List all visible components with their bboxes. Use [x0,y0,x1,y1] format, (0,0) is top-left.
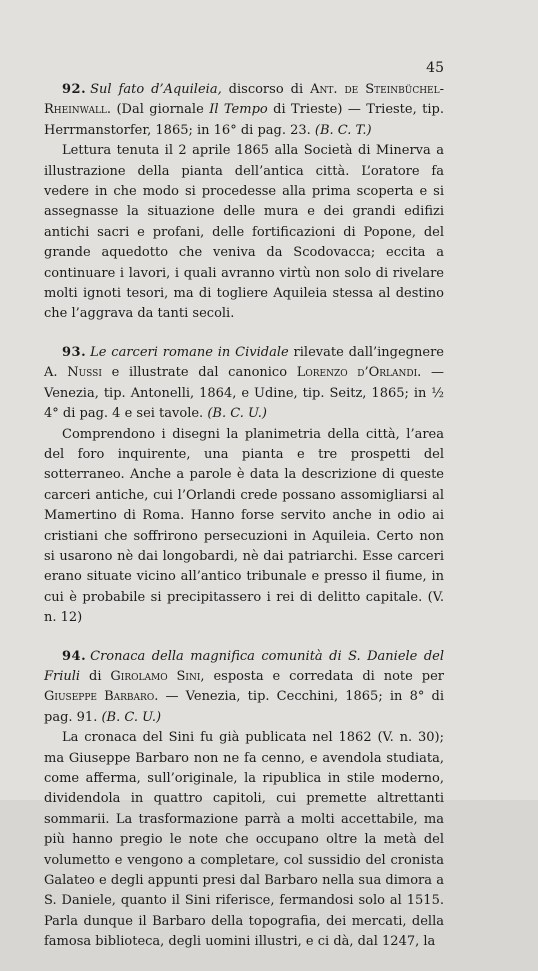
heading-text: di [80,668,111,684]
heading-text: e illustrate dal canonico [101,365,297,381]
heading-text: discorso di [221,82,311,97]
heading-text: esposta e corredata di note per [204,668,444,684]
entry-number: 92. [62,82,87,97]
library-sigla: (B. C. U.) [101,709,162,725]
entry-title: Sul fato d’Aquileia, [90,82,222,97]
author-name: Giuseppe Barbaro. [44,689,159,705]
page-number: 45 [426,60,444,76]
entry-title: Le carceri romane in Cividale [90,344,289,360]
heading-text: — Venezia, tip. Cecchini, 1865; in 8° di pag. 91. [44,689,444,725]
library-sigla: (B. C. U.) [207,406,267,422]
heading-text: rilevate dall’ingegnere A. [44,344,444,381]
entry-heading [44,343,444,425]
entry-heading [44,80,444,141]
author-name: Nussi [67,365,102,381]
journal-title: Il Tempo [209,102,268,118]
entry-heading [44,647,444,729]
heading-text: di Trieste) — Trieste, tip. Herrmanstorfer, 1865; in 16° di pag. 23. [44,102,444,138]
entry-body: La cronaca del Sini fu già publicata nel 1862 (V. n. 30); ma Giuseppe Barbaro non ne fa cenno, e avendola studiata, come afferma, sull’originale, la ripublica in stile moderno, dividendola in quattro capitoli, cui premette altrettanti sommarii. La trasformazione parrà a molti accettabile, ma più hanno pregio le note che occupano oltre la metà del volumetto e vengono a completare, col sussidio del cronista Galateo e degli appunti presi dal Barbaro nella sua dimora a S. Daniele, quanto il Sini riferisce, fermandosi solo al 1515. Parla dunque il Barbaro della topografia, dei mercati, della famosa biblioteca, degli uomini illustri, e ci dà, dal 1247, la [44,730,444,950]
entry-body: Lettura tenuta il 2 aprile 1865 alla Società di Minerva a illustrazione della pianta dell’antica città. L’oratore fa vedere in che modo si procedesse alla prima scoperta e si assegnasse la situazione delle mura e dei grandi edifizi antichi sacri e profani, delle fortificazioni di Popone, del grande aquedotto che veniva da Scodovacca; eccita a continuare i lavori, i quali avranno virtù non solo di rivelare molti ignoti tesori, ma di togliere Aquileia stessa al destino che l’aggrava da tanti secoli. [44,143,444,322]
author-name: Girolamo Sini, [110,668,205,684]
entry-93 [44,343,444,629]
entry-number: 93. [62,344,87,360]
author-name: Ant. de Steinbüchel-Rheinwall. [44,82,444,118]
entry-body: Comprendono i disegni la planimetria della città, l’area del foro inquirente, una pianta e tre prospetti del sotterraneo. Anche a parole è data la descrizione di queste carceri antiche, cui l’Orlandi crede possano assomigliarsi al Mamertino di Roma. Hanno forse servito anche in odio ai cristiani che soffrirono persecuzioni in Aquileia. Certo non si usarono nè dai longobardi, nè dai patriarchi. Esse carceri erano situate vicino all’antico tribunale e presso il fiume, in cui è probabile si precipitassero i rei di delitto capitale. (V. n. 12) [44,426,444,626]
author-name: Lorenzo d’Orlandi. [296,365,422,381]
heading-text: — Venezia, tip. Antonelli, 1864, e Udine, tip. Seitz, 1865; in ½ 4° di pag. 4 e sei tavole. [44,365,444,422]
entry-92 [44,80,444,325]
entry-94 [44,647,444,953]
heading-text: (Dal giornale [111,102,210,118]
page-content [44,80,444,971]
entry-number: 94. [62,648,87,664]
entry-title: Cronaca della magnifica comunità di S. Daniele del Friuli [44,648,444,684]
library-sigla: (B. C. T.) [314,122,372,138]
